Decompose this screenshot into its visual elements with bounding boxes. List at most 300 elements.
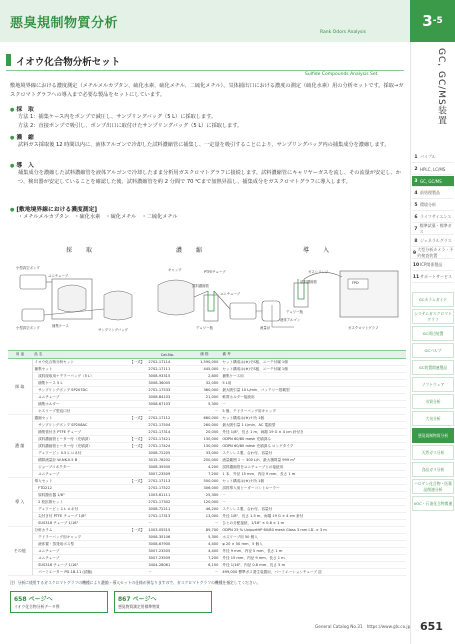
set-cell (128, 422, 146, 429)
col-remarks: 備 考 (220, 351, 406, 359)
name-cell: 捕集管付き PTFE チューブ (32, 429, 128, 436)
remarks-cell: ODPN 25 % UniportHP 60/80 mesh Glass 3 mm I.D. × 3 m (220, 527, 406, 534)
sidebar-item-number: 6 (414, 214, 418, 220)
col-price: 価 格 (188, 351, 220, 359)
remarks-cell: － (220, 492, 406, 499)
bullet-concentration-title: ● 濃 縮 (10, 132, 34, 141)
section-subtitle: Sulfide Compounds Analysis Set (305, 72, 378, 77)
price-cell: 4,400 (188, 541, 220, 548)
price-cell: 5,300 (188, 534, 220, 541)
sidebar-button-3[interactable]: GCパルブ (412, 343, 454, 358)
catno-cell: 2702-17504 (146, 422, 188, 429)
price-cell: 7,200 (188, 555, 220, 562)
col-use: 用 途 (8, 351, 32, 359)
remarks-cell: － (220, 401, 406, 408)
sidebar-item-label: ジェネラルグラス (420, 238, 452, 243)
catno-cell: 2702-17113 (146, 478, 188, 485)
remarks-cell: ODPN 60/80 mesh 充填済み ロングタイプ (220, 443, 406, 450)
section-divider (6, 70, 404, 71)
sidebar-item-9[interactable] (412, 248, 454, 259)
set-cell (128, 366, 146, 373)
remarks-cell: 試料導入用ヒーターコントローラー (220, 485, 406, 492)
remarks-cell: ひとの分配接続、1/16" × 0.8 × 1 m (220, 520, 406, 527)
price-cell: 130,000 (188, 443, 220, 450)
set-cell: 【一式】 (130, 416, 145, 420)
name-cell: デュワービン 1 L ロネ付 (32, 506, 128, 513)
set-cell (128, 485, 146, 492)
label-concentration-tube-2: 試料濃縮管 (300, 280, 317, 284)
flowmeter-shape (262, 301, 280, 321)
price-cell: 89,700 (188, 527, 220, 534)
name-cell: 捕集ホルダー (32, 401, 128, 408)
use-cell: 濃 縮 (8, 415, 32, 478)
sidebar-item-label: ライフサイエンス (420, 214, 452, 219)
name-cell: ジョーブコネクター (32, 464, 128, 471)
sidebar-item-number: 10 (412, 262, 420, 268)
sidebar-button-4[interactable]: GC装置関連製品 (412, 360, 454, 375)
catno-cell: 3007-23505 (146, 548, 188, 555)
remarks-cell: 試料濃縮管をユニチューブとの接続用 (220, 464, 406, 471)
sidebar-item-8[interactable] (412, 236, 454, 247)
price-cell: 4,400 (188, 548, 220, 555)
label-sampling-bag: サンプリングバッグ (98, 328, 128, 332)
chapter-tab[interactable] (410, 0, 455, 42)
sidebar-button-0[interactable]: GCカラムガイド (412, 292, 454, 307)
table-row (8, 534, 406, 541)
set-cell (128, 499, 146, 506)
label-liquid-argon: 液体アルゴン (280, 318, 301, 322)
price-cell: 46,200 (188, 506, 220, 513)
table-header-row (8, 351, 406, 359)
sidebar-item-label: HPLC, LC/MS (420, 166, 446, 172)
table-row (8, 562, 406, 569)
name-cell: 原料撥出器 1/8" (32, 492, 128, 499)
catno-cell: 3008-84103 (146, 394, 188, 401)
sidebar-item-number: 3 (414, 178, 418, 184)
remarks-cell: 499,000 標準ガス発生装置用、パーミエーションチューブ 溶 (220, 569, 406, 576)
sidebar-item-10[interactable] (412, 260, 454, 271)
ref-desc-658: イオウ化合物分析データ例 (14, 604, 60, 609)
table-row (8, 506, 406, 513)
set-cell (128, 401, 146, 408)
name-cell: 試料採取用ナデラーバッグ（5 L） (32, 373, 128, 380)
table-row (8, 387, 406, 394)
table-row (8, 408, 406, 415)
sidebar-item-7[interactable] (412, 224, 454, 235)
price-cell: 120,000 (188, 499, 220, 506)
parts-table (8, 350, 406, 576)
example-compounds: ・メチルメルカプタン ・硫化水素 ・硫化メチル ・二硫化メチル (18, 214, 178, 220)
name-cell: 試料濃縮管ヒーター付（充填済） (32, 443, 128, 450)
section-title: イオウ化合物分析セット (16, 57, 121, 68)
label-dewar-2: デュワー瓶 (286, 310, 303, 314)
table-row (8, 485, 406, 492)
set-cell (128, 380, 146, 387)
remarks-cell: 5 L用 (220, 380, 406, 387)
stage-sampling: 採 取 (66, 247, 97, 254)
catno-cell: 3008-35500 (146, 464, 188, 471)
table-row (8, 464, 406, 471)
bullet-introduction-title: ● 導 入 (10, 160, 34, 169)
table-row (8, 359, 406, 366)
price-cell: 360,000 (188, 387, 220, 394)
price-cell: 260,000 (188, 422, 220, 429)
sidebar-item-label: ICP関係製品 (420, 262, 443, 267)
section-marker (6, 54, 11, 66)
remarks-cell: 捕集ケース用 (220, 373, 406, 380)
name-cell: 試料濃縮管ヒーター付（充填済） (32, 436, 128, 443)
use-cell: 採 取 (8, 359, 32, 415)
label-ptfe-tube-1: PTFEチューブ (204, 270, 226, 274)
sidebar-title: GC, GC/MS装置 (436, 48, 446, 126)
name-cell: テドラーバッグ用キャップ (32, 534, 128, 541)
set-cell (128, 541, 146, 548)
price-cell: 33,000 (188, 450, 220, 457)
remarks-cell: 流量範囲 1 ～ 300 L/h、最大積算量 999 m³ (220, 457, 406, 464)
remarks-cell: ステンレス製、合わ付、容量付 (220, 450, 406, 457)
remarks-cell: ODPN 60/80 mesh 充填済み (220, 436, 406, 443)
remarks-cell: セット構成は(※)でS板、ニーテ付属 1個 (220, 366, 406, 373)
sidebar-item-label: 標準試薬・標準ガス (419, 223, 452, 234)
sidebar-button-11[interactable]: ハロゲン化合物・医薬品関連分析 (412, 479, 454, 494)
table-row (8, 548, 406, 555)
table-row (8, 499, 406, 506)
catno-cell: 1003-05515 (146, 527, 188, 534)
catno-cell: 2702-17111 (146, 366, 188, 373)
remarks-cell: ホスリーブ用 50 個入 (220, 534, 406, 541)
name-cell: サンプリングポンプ SP208AC (32, 422, 128, 429)
catno-cell: － (146, 408, 188, 415)
sidebar-button-12[interactable]: VOC・石油化合物関連 (412, 496, 454, 511)
catno-cell: － (146, 569, 188, 576)
sidebar-button-7[interactable]: 大気分析 (412, 411, 454, 426)
catno-cell: 2702-17313 (146, 513, 188, 520)
sampling-bag-3-shape (158, 280, 194, 315)
bullet-concentration-line1: 試料ガス採取後 12 時間以内に、液体アルゴンで冷却した試料濃縮管に捕集し、一定量を吸引することにより、サンプリングバッグ内の捕集成分を濃縮します。 (18, 142, 390, 148)
label-concentration-tube: 試料濃縮管 (192, 284, 209, 288)
label-vacuum-pump-1: 小型真空ポンプ (16, 266, 40, 270)
price-cell: 20,000 (188, 429, 220, 436)
sidebar-button-10[interactable]: 食品ガス分析 (412, 462, 454, 477)
remarks-cell: 外径 1/16"、内径 0.8 mm、長さ 5 m (220, 562, 406, 569)
set-cell (128, 429, 146, 436)
vacuum-pump-2-shape (22, 309, 44, 321)
name-cell: ユニチューブ (32, 394, 128, 401)
table-row (8, 380, 406, 387)
remarks-cell: ステンレス製、合わ付、容量付 (220, 506, 406, 513)
sidebar-item-number: 7 (414, 226, 418, 232)
name-cell: ユニチューブ (32, 471, 128, 478)
remarks-cell: セット構成は(※)でS板、ニーテ付属 1個 (220, 359, 406, 366)
set-cell (128, 471, 146, 478)
price-cell: 6,100 (188, 562, 220, 569)
vacuum-pump-1-shape (20, 275, 46, 289)
sidebar-button-1[interactable]: システムガスクロマトグラフ (412, 309, 454, 324)
stage-concentration: 濃 縮 (176, 247, 207, 254)
price-cell: 25,300 (188, 492, 220, 499)
sidebar-item-label: パイプル (420, 154, 436, 159)
set-cell (128, 457, 146, 464)
pump-3-shape (230, 303, 256, 319)
catno-cell: 1003-61111 (146, 492, 188, 499)
dewar-2-shape (294, 283, 308, 307)
price-cell: 4,200 (188, 464, 220, 471)
catno-cell: 2702-17302 (146, 499, 188, 506)
sidebar-item-label: 環境分析 (420, 202, 436, 207)
table-row (8, 513, 406, 520)
ref-box-867[interactable] (114, 591, 212, 613)
catno-cell: 2702-17424 (146, 443, 188, 450)
catno-cell: 2702-17522 (146, 485, 188, 492)
example-title: ● [敷地境界線における濃度測定] (10, 204, 97, 213)
price-cell: － (188, 569, 220, 576)
sidebar-item-label: 大型分析カメラ・予約検査装置 (417, 247, 454, 258)
sidebar-item-number: 9 (413, 250, 417, 256)
ref-page-867: 867 ページへ (118, 596, 157, 603)
price-cell: － (188, 520, 220, 527)
set-cell (128, 450, 146, 457)
label-collection-case: 捕集ケース (52, 324, 69, 328)
label-gas-chromatograph: ガスクロマトグラフ (348, 326, 379, 330)
name-cell: 濃縮セット (32, 415, 128, 422)
catno-cell: 3007-23509 (146, 555, 188, 562)
name-cell: SUS316 チューブ 1/16" (32, 520, 128, 527)
catno-cell: 3404-28061 (146, 562, 188, 569)
price-cell: 13,000 (188, 513, 220, 520)
table-row (8, 373, 406, 380)
price-cell: 306,000 (188, 485, 220, 492)
sidebar-item-label: 前処理製品 (420, 190, 440, 195)
ref-box-658[interactable] (10, 591, 108, 613)
remarks-cell: 外径 15 mm、内径 9 mm、長さ 1 m (220, 555, 406, 562)
use-cell: 導 入 (8, 478, 32, 527)
sampling-bag-1-shape (58, 285, 86, 312)
sidebar-button-6[interactable]: 水質分析 (412, 394, 454, 409)
sidebar-item-number: 2 (414, 166, 418, 172)
table-row (8, 520, 406, 527)
catno-cell: 3008-72211 (146, 506, 188, 513)
label-vacuum-pump-2: 小型真空ポンプ (16, 326, 40, 330)
catno-cell: 2702-17112 (146, 415, 188, 422)
sidebar-item-3[interactable] (412, 176, 454, 187)
catno-cell: 2702-17314 (146, 429, 188, 436)
stage-introduction: 導 入 (303, 247, 334, 254)
label-dewar-1: デュワー瓶 (196, 326, 213, 330)
use-cell: その他 (8, 527, 32, 576)
remarks-cell: 5 個、テドラーバッグ用キャップ (220, 408, 406, 415)
catno-cell: － (146, 520, 188, 527)
label-gas-syringe: ガスシリンジ (308, 270, 329, 274)
table-row (8, 471, 406, 478)
table-row (8, 450, 406, 457)
catno-cell: 3008-35106 (146, 534, 188, 541)
sidebar-item-6[interactable] (412, 212, 454, 223)
name-cell: FTD212 (32, 485, 128, 492)
remarks-cell: － (220, 499, 406, 506)
name-cell: 積算流量計 W-NK-0.5 B (32, 457, 128, 464)
catno-cell: 3008-72205 (146, 450, 188, 457)
label-unitube-2: ユニチューブ (220, 292, 241, 296)
sidebar-item-4[interactable] (412, 188, 454, 199)
table-row (8, 415, 406, 422)
catno-cell: 3008-36005 (146, 380, 188, 387)
diagram-drawing (8, 245, 406, 345)
table-row (8, 492, 406, 499)
price-cell: 32,000 (188, 380, 220, 387)
table-row (8, 443, 406, 450)
catno-cell: 2702-17114 (146, 359, 188, 366)
table-row (8, 366, 406, 373)
sampling-bag-2-shape (104, 291, 132, 320)
remarks-cell: 外径 1/8"、長さ 1 m、両端 19 G × 4 cm 針付き (220, 429, 406, 436)
set-cell (128, 373, 146, 380)
name-cell: 液体置・蒸発用ボス型 (32, 541, 128, 548)
table-row (8, 401, 406, 408)
footnote: 注）分析に使用するガスクロマトグラフの機種により濃縮・導入セットの仕様が異なりますので、ガスクロマトグラフの機種を指定してください。 (10, 580, 261, 585)
sidebar-button-5[interactable]: ソフトウェア (412, 377, 454, 392)
remarks-cell: 軟質ホルダー接続用 (220, 394, 406, 401)
gas-chromatograph-shape (340, 271, 398, 317)
sidebar-item-label: サポートサービス (420, 274, 452, 279)
name-cell: ホスリーブ型直口付 (32, 408, 128, 415)
table-row (8, 541, 406, 548)
col-set (128, 351, 146, 359)
price-cell: 250,000 (188, 457, 220, 464)
set-cell (128, 548, 146, 555)
price-cell: 5,300 (188, 401, 220, 408)
sidebar-item-number: 8 (414, 238, 418, 244)
chapter-number: 3 (422, 12, 433, 30)
set-cell: 【一式】 (130, 437, 145, 441)
name-cell: デュワーピン 0.5 L ロネ付 (32, 450, 128, 457)
label-fpd: FPD (352, 281, 359, 285)
set-cell: 【一式】 (130, 360, 145, 364)
chapter-sub: -5 (432, 16, 443, 26)
process-diagram (8, 245, 406, 345)
price-cell: 445,000 (188, 366, 220, 373)
label-cap: キャップ (168, 268, 182, 272)
sidebar-item-label: GC, GC/MS (420, 178, 442, 184)
table-row (8, 569, 406, 576)
table-row (8, 429, 406, 436)
name-cell: サンプリングポンプ SP207DC (32, 387, 128, 394)
price-cell: 130,000 (188, 436, 220, 443)
set-cell (128, 506, 146, 513)
name-cell: イオウ化合物分析セット (32, 359, 128, 366)
table-row (8, 394, 406, 401)
sidebar-item-1[interactable] (412, 152, 454, 163)
name-cell: 2 枚拡散セット (32, 499, 128, 506)
label-unitube-1: ユニチューブ (48, 274, 69, 278)
price-cell: 660,000 (188, 415, 220, 422)
catno-cell: 2702-17533 (146, 387, 188, 394)
sidebar-item-2[interactable] (412, 164, 454, 175)
table-row (8, 436, 406, 443)
set-cell (128, 394, 146, 401)
table-row (8, 555, 406, 562)
set-cell (128, 569, 146, 576)
catno-cell: 3008-67103 (146, 401, 188, 408)
page-title: 悪臭規制物質分析 (10, 16, 119, 31)
name-cell: SUS316 チューブ 1/16" (32, 562, 128, 569)
sidebar-item-number: 5 (414, 202, 418, 208)
remarks-cell: 最大吸引量 10 L/min、バッテリー搭載型 (220, 387, 406, 394)
ref-page-658: 658 ページへ (14, 596, 53, 603)
col-name: 品 名 (32, 351, 128, 359)
name-cell: パーミエーター PD-1B-11 (試験) (32, 569, 128, 576)
name-cell: 分析カラム (32, 527, 128, 534)
set-cell: 【一式】 (130, 444, 145, 448)
dewar-1-shape (204, 295, 218, 321)
set-cell (128, 562, 146, 569)
set-cell: 【一式】 (130, 479, 145, 483)
sidebar-item-5[interactable] (412, 200, 454, 211)
price-cell: 500,000 (188, 478, 220, 485)
set-cell (128, 513, 146, 520)
bullet-introduction-line1: 捕集成分を濃縮した試料濃縮管を液体アルゴンで冷却したまま分析用ガスクロマトグラフに接続します。試料濃縮管にキャリヤーガスを流し、その流量が安定し、かつ、検出器が安定していることを確認した後、試料濃縮管を約 2 分間で 70 ℃まで加熱昇温し、捕集成分をガスクロマトグラフに導入します。 (18, 170, 401, 185)
name-cell: 尖付き付 PTFE チューブ 1/8" (32, 513, 128, 520)
catno-cell: 2702-17421 (146, 436, 188, 443)
catno-cell: 3007-23509 (146, 471, 188, 478)
table-row (8, 422, 406, 429)
footer-text: General Catalog No.31 https://www.gls.co.jp (315, 624, 411, 629)
price-cell: 7,200 (188, 471, 220, 478)
name-cell: ユニチューブ (32, 555, 128, 562)
remarks-cell: φ 20 × 50 mm、5 個入 (220, 541, 406, 548)
col-catno: Cat.No. (146, 351, 188, 359)
name-cell: ユニチューブ (32, 548, 128, 555)
sidebar-button-2[interactable]: GC周辺装置 (412, 326, 454, 341)
set-cell (128, 492, 146, 499)
set-cell (128, 387, 146, 394)
set-cell (128, 520, 146, 527)
price-cell: － (188, 408, 220, 415)
page-number: 651 (420, 620, 443, 633)
name-cell: 捕集セット (32, 366, 128, 373)
page-subtitle: Rank Odors Analysis (320, 30, 366, 35)
sidebar-button-8[interactable]: 悪臭規制物質分析 (412, 428, 454, 443)
sidebar-button-9[interactable]: 天然ガス分析 (412, 445, 454, 460)
catno-cell: 3015-78202 (146, 457, 188, 464)
remarks-cell: 1 本、外径 15 mm、内径 9 mm、長さ 1 m (220, 471, 406, 478)
table-row (8, 527, 406, 534)
price-cell: 21,000 (188, 394, 220, 401)
sidebar-item-11[interactable] (412, 272, 454, 283)
remarks-cell: セット構成は(※)ケ所 1個 (220, 415, 406, 422)
catno-cell: 3008-93315 (146, 373, 188, 380)
remarks-cell: 外径 1/8"、長さ 1.5 m、両端 19 G × 4 cm 針付 (220, 513, 406, 520)
remarks-cell: セット構成は(※)ケ所 1個 (220, 478, 406, 485)
set-cell (128, 534, 146, 541)
sidebar-item-number: 11 (412, 274, 420, 280)
bullet-sampling-line2: 方法 2：直接ポンプで吸引し、ポンプ出口に取付けたサンプリングバッグ（5 L）に採取します。 (18, 123, 243, 129)
set-cell (128, 408, 146, 415)
price-cell: 1,590,000 (188, 359, 220, 366)
bullet-sampling-title: ● 採 取 (10, 104, 34, 113)
name-cell: 導入セット (32, 478, 128, 485)
table-row (8, 478, 406, 485)
bullet-sampling-line1: 方法 1：捕集ケース内をポンプで減圧し、サンプリングバッグ（5 L）に採取します。 (18, 114, 217, 120)
name-cell: 捕集ケース 5 L (32, 380, 128, 387)
sidebar-item-number: 4 (414, 190, 418, 196)
label-flowmeter: 流量計 (260, 326, 271, 330)
remarks-cell: 外径 9 mm、内径 5 mm、長さ 1 m (220, 548, 406, 555)
catno-cell: 3008-67900 (146, 541, 188, 548)
set-cell (128, 464, 146, 471)
ref-desc-867: 悪臭物質測定用標準物質 (118, 604, 160, 609)
remarks-cell: 最大吸引量 1 L/min、AC 電源型 (220, 422, 406, 429)
sidebar-item-number: 1 (414, 154, 418, 160)
